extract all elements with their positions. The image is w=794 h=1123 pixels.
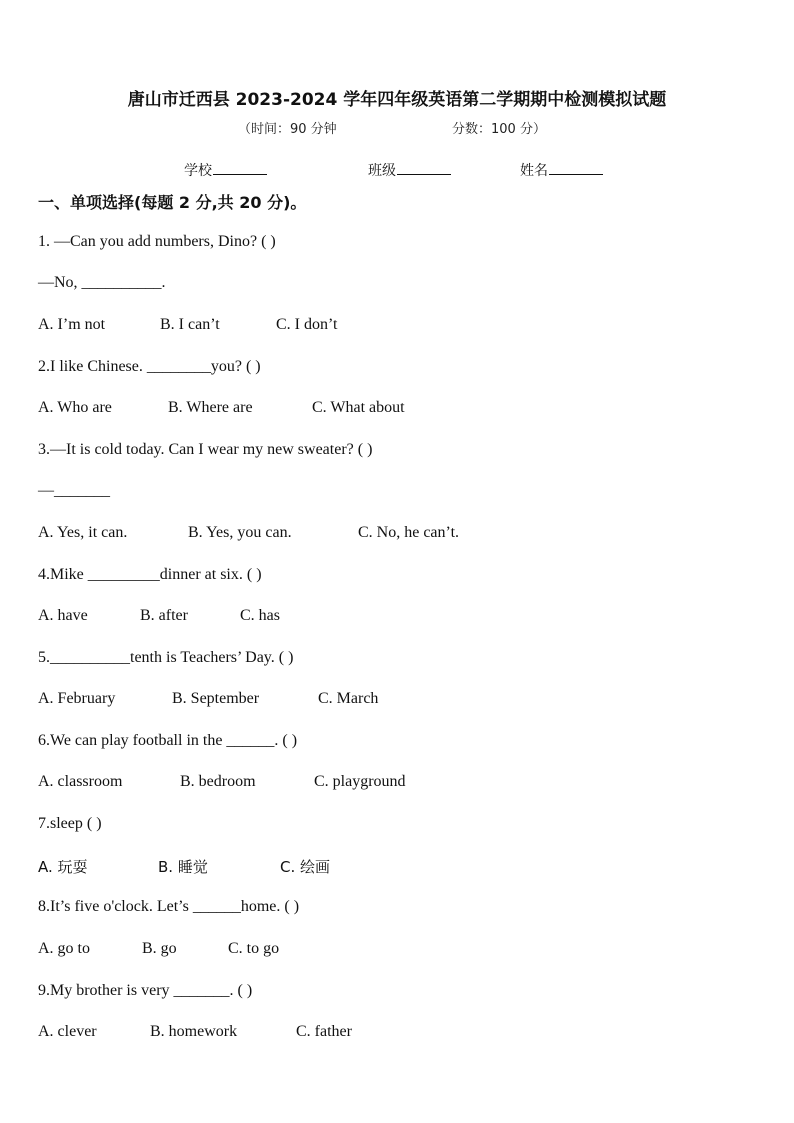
question-7-option-a[interactable]: A. 玩耍 (38, 858, 88, 876)
question-6-option-a[interactable]: A. classroom (38, 773, 123, 790)
class-field (368, 160, 451, 180)
question-1-option-c[interactable]: C. I don’t (276, 316, 338, 333)
question-8-options (38, 940, 279, 958)
question-5-stem: 5.__________tenth is Teachers’ Day. ( ) (38, 649, 294, 666)
question-7-options (38, 856, 330, 877)
school-label: 学校 (184, 163, 212, 179)
question-1-option-a[interactable]: A. I’m not (38, 316, 106, 333)
question-2-option-a[interactable]: A. Who are (38, 399, 112, 416)
question-5-option-b[interactable]: B. September (172, 690, 260, 707)
question-2-option-b[interactable]: B. Where are (168, 399, 253, 416)
question-9-option-c[interactable]: C. father (296, 1023, 352, 1040)
section-title: 一、单项选择(每题 2 分,共 20 分)。 (38, 193, 307, 212)
question-4-option-a[interactable]: A. have (38, 607, 88, 624)
question-6-option-c[interactable]: C. playground (314, 773, 406, 790)
question-3-option-b[interactable]: B. Yes, you can. (188, 524, 292, 541)
question-9-option-b[interactable]: B. homework (150, 1023, 238, 1040)
question-3-stem: 3.—It is cold today. Can I wear my new sweater? ( ) (38, 441, 373, 458)
question-3-options (38, 524, 459, 542)
name-label: 姓名 (520, 163, 548, 179)
question-1-answer-line: —No, __________. (38, 274, 166, 291)
question-1-stem: 1. —Can you add numbers, Dino? ( ) (38, 233, 276, 250)
exam-title: 唐山市迁西县 2023-2024 学年四年级英语第二学期期中检测模拟试题 (127, 90, 667, 110)
question-1-options (38, 316, 337, 334)
name-blank[interactable] (549, 160, 603, 175)
question-4-options (38, 607, 280, 625)
question-7-stem: 7.sleep ( ) (38, 815, 102, 832)
question-1-option-b[interactable]: B. I can’t (160, 316, 220, 333)
question-2-option-c[interactable]: C. What about (312, 399, 405, 416)
question-8-stem: 8.It’s five o'clock. Let’s ______home. ( ) (38, 898, 300, 915)
question-6-stem: 6.We can play football in the ______. ( ) (38, 732, 298, 749)
question-4-option-b[interactable]: B. after (140, 607, 188, 624)
school-blank[interactable] (213, 160, 267, 175)
question-9-option-a[interactable]: A. clever (38, 1023, 97, 1040)
question-2-options (38, 399, 405, 417)
question-3-answer-line: —_______ (38, 482, 110, 499)
question-4-stem: 4.Mike _________dinner at six. ( ) (38, 566, 262, 583)
question-8-option-a[interactable]: A. go to (38, 940, 90, 957)
exam-score: 分数：100 分） (452, 122, 546, 137)
question-3-option-a[interactable]: A. Yes, it can. (38, 524, 128, 541)
question-7-option-b[interactable]: B. 睡觉 (158, 858, 208, 876)
school-field (184, 160, 267, 180)
question-5-options (38, 690, 378, 708)
exam-time: （时间：90 分钟 (238, 122, 337, 137)
question-6-option-b[interactable]: B. bedroom (180, 773, 256, 790)
question-3-option-c[interactable]: C. No, he can’t. (358, 524, 460, 541)
name-field (520, 160, 603, 180)
question-2-stem: 2.I like Chinese. ________you? ( ) (38, 358, 261, 375)
question-7-option-c[interactable]: C. 绘画 (280, 858, 331, 876)
question-9-stem: 9.My brother is very _______. ( ) (38, 982, 253, 999)
question-8-option-c[interactable]: C. to go (228, 940, 280, 957)
question-8-option-b[interactable]: B. go (142, 940, 177, 957)
class-blank[interactable] (397, 160, 451, 175)
question-5-option-a[interactable]: A. February (38, 690, 116, 707)
question-4-option-c[interactable]: C. has (240, 607, 280, 624)
question-5-option-c[interactable]: C. March (318, 690, 379, 707)
question-6-options (38, 773, 406, 791)
question-9-options (38, 1023, 352, 1041)
class-label: 班级 (368, 163, 396, 179)
